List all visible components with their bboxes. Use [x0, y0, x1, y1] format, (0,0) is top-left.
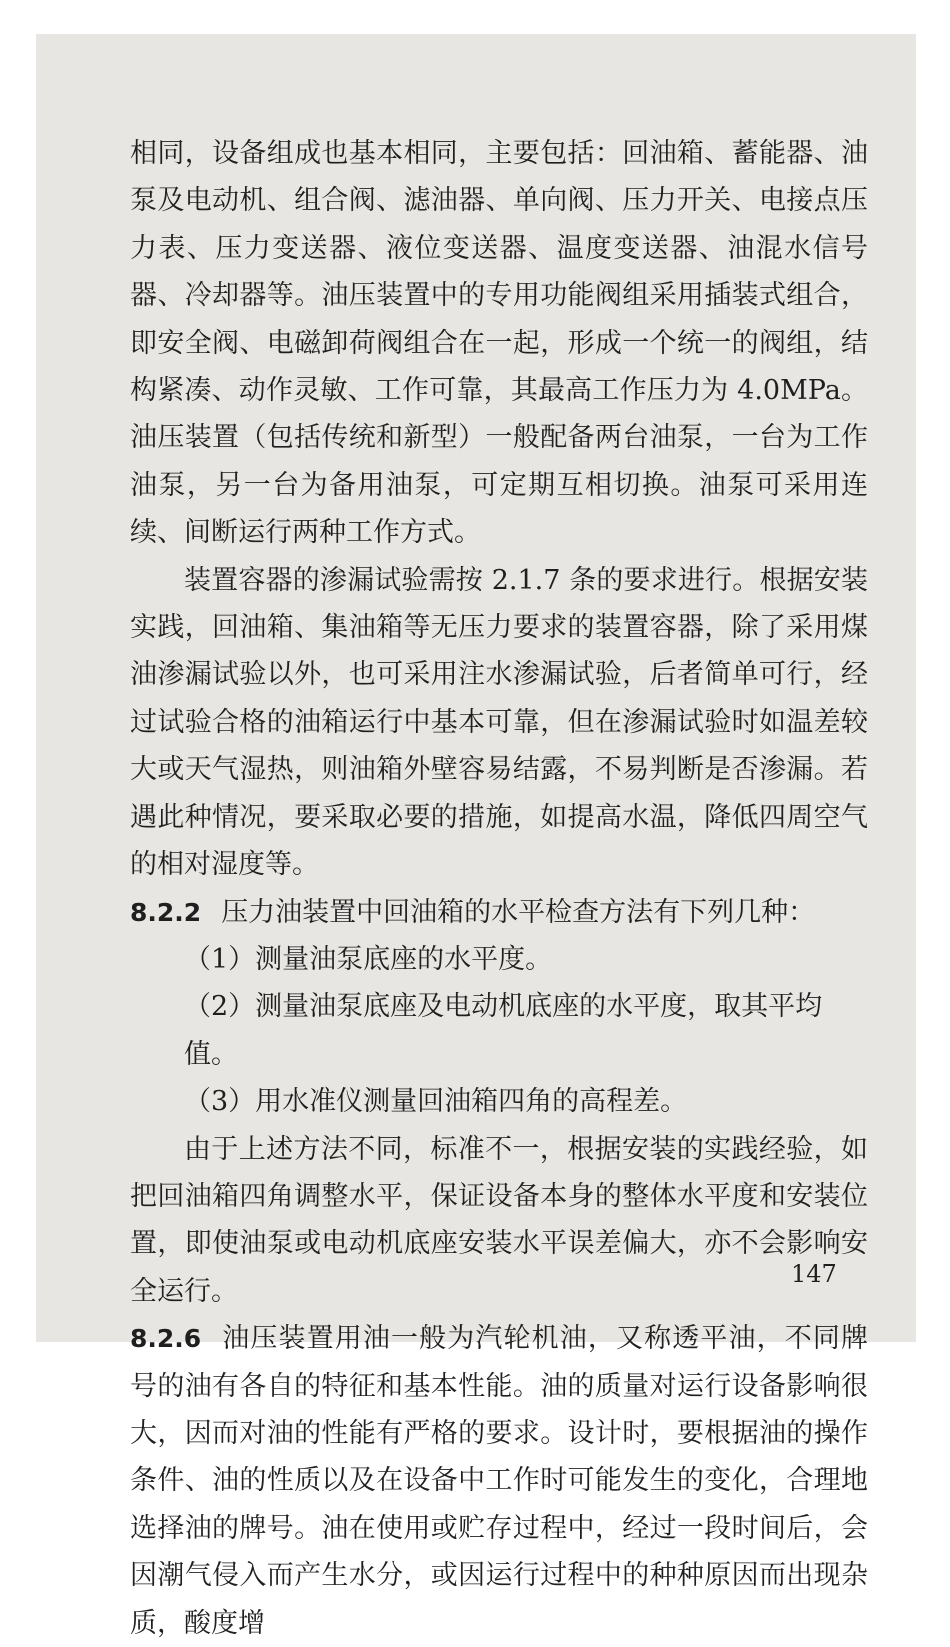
document-page	[36, 34, 916, 1639]
paragraph-leveling-explanation: 由于上述方法不同，标准不一，根据安装的实践经验，如把回油箱四角调整水平，保证设备本身的整体水平度和安装位置，即使油泵或电动机底座安装水平误差偏大，亦不会影响安全运行。	[130, 1133, 868, 1307]
body-text	[130, 130, 868, 1647]
list-item-1: （1）测量油泵底座的水平度。	[184, 943, 553, 975]
clause-8-2-2	[130, 889, 868, 936]
clause-number: 8.2.6	[130, 1324, 202, 1354]
clause-8-2-6	[130, 1315, 868, 1647]
page-number: 147	[791, 1260, 837, 1288]
clause-text: 压力油装置中回油箱的水平检查方法有下列几种：	[221, 896, 816, 928]
list-item-2: （2）测量油泵底座及电动机底座的水平度，取其平均值。	[184, 991, 823, 1070]
clause-number: 8.2.2	[130, 897, 202, 927]
paragraph-leak-test: 装置容器的渗漏试验需按 2.1.7 条的要求进行。根据安装实践，回油箱、集油箱等无压力要求的装置容器，除了采用煤油渗漏试验以外，也可采用注水渗漏试验，后者简单可行，经过试验合格的油箱运行中基本可靠，但在渗漏试验时如温差较大或天气湿热，则油箱外壁容易结露，不易判断是否渗漏。若遇此种情况，要采取必要的措施，如提高水温，降低四周空气的相对湿度等。	[130, 564, 868, 881]
list-item-3: （3）用水准仪测量回油箱四角的高程差。	[184, 1086, 688, 1118]
paragraph-device-composition: 相同，设备组成也基本相同，主要包括：回油箱、蓄能器、油泵及电动机、组合阀、滤油器、单向阀、压力开关、电接点压力表、压力变送器、液位变送器、温度变送器、油混水信号器、冷却器等。油压装置中的专用功能阀组采用插装式组合，即安全阀、电磁卸荷阀组合在一起，形成一个统一的阀组，结构紧凑、动作灵敏、工作可靠，其最高工作压力为 4.0MPa。油压装置（包括传统和新型）一般配备两台油泵，一台为工作油泵，另一台为备用油泵，可定期互相切换。油泵可采用连续、间断运行两种工作方式。	[130, 138, 868, 549]
clause-text: 油压装置用油一般为汽轮机油，又称透平油，不同牌号的油有各自的特征和基本性能。油的质量对运行设备影响很大，因而对油的性能有严格的要求。设计时，要根据油的操作条件、油的性质以及在设备中工作时可能发生的变化，合理地选择油的牌号。油在使用或贮存过程中，经过一段时间后，会因潮气侵入而产生水分，或因运行过程中的种种原因而出现杂质，酸度增	[130, 1323, 868, 1639]
